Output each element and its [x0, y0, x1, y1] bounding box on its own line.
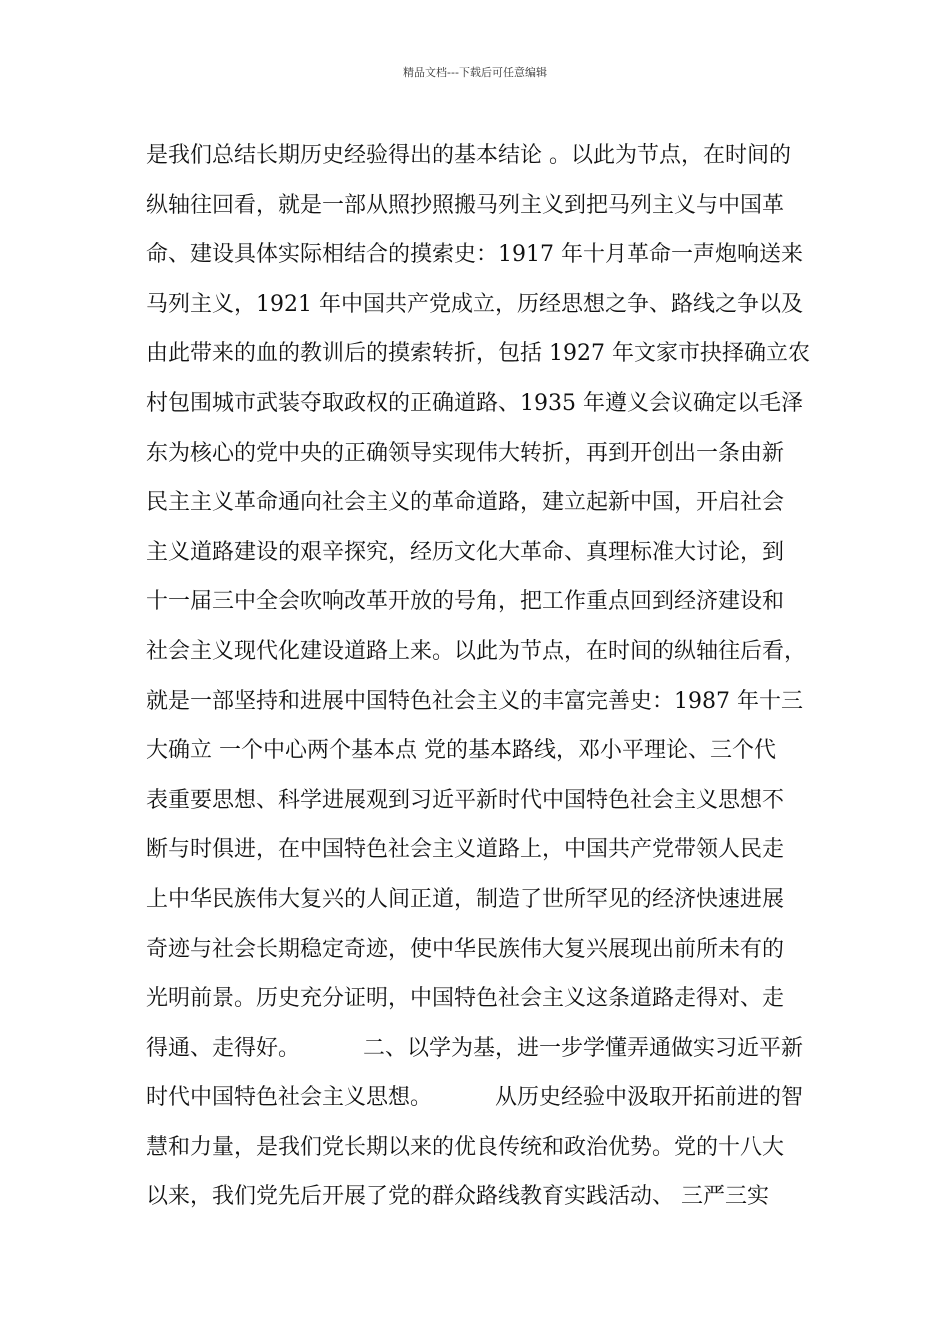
- text-line: 就是一部坚持和进展中国特色社会主义的丰富完善史：1987 年十三: [146, 688, 803, 714]
- text-line: 断与时俱进，在中国特色社会主义道路上，中国共产党带领人民走: [146, 837, 785, 863]
- text-line: 马列主义，1921 年中国共产党成立，历经思想之争、路线之争以及: [146, 291, 803, 317]
- text-line: 村包围城市武装夺取政权的正确道路、1935 年遵义会议确定以毛泽: [146, 390, 803, 416]
- text-line: 东为核心的党中央的正确领导实现伟大转折，再到开创出一条由新: [146, 440, 785, 466]
- text-line: 表重要思想、科学进展观到习近平新时代中国特色社会主义思想不: [146, 787, 785, 813]
- text-line: 民主主义革命通向社会主义的革命道路，建立起新中国，开启社会: [146, 490, 785, 516]
- text-line: 慧和力量，是我们党长期以来的优良传统和政治优势。党的十八大: [146, 1134, 785, 1160]
- text-line: 主义道路建设的艰辛探究，经历文化大革命、真理标准大讨论，到: [146, 539, 785, 565]
- text-line: 奇迹与社会长期稳定奇迹，使中华民族伟大复兴展现出前所未有的: [146, 936, 785, 962]
- text-line: 时代中国特色社会主义思想。 从历史经验中汲取开拓前进的智: [146, 1085, 803, 1111]
- text-line: 是我们总结长期历史经验得出的基本结论 。以此为节点，在时间的: [146, 143, 791, 168]
- text-line: 十一届三中全会吹响改革开放的号角，把工作重点回到经济建设和: [146, 589, 785, 615]
- text-line: 社会主义现代化建设道路上来。以此为节点，在时间的纵轴往后看，: [146, 638, 807, 664]
- document-body: [146, 131, 826, 1222]
- page-header: 精品文档---下载后可任意编辑: [403, 66, 547, 79]
- text-line: 光明前景。历史充分证明，中国特色社会主义这条道路走得对、走: [146, 986, 785, 1012]
- text-line: 由此带来的血的教训后的摸索转折，包括 1927 年文家市抉择确立农: [146, 341, 810, 367]
- text-line: 上中华民族伟大复兴的人间正道，制造了世所罕见的经济快速进展: [146, 886, 785, 912]
- text-line: 大确立 一个中心两个基本点 党的基本路线，邓小平理论、三个代: [146, 738, 776, 764]
- text-line: 命、建设具体实际相结合的摸索史：1917 年十月革命一声炮响送来: [146, 242, 803, 268]
- text-line: 纵轴往回看，就是一部从照抄照搬马列主义到把马列主义与中国革: [146, 192, 785, 218]
- text-line: 得通、走得好。 二、以学为基，进一步学懂弄通做实习近平新: [146, 1035, 803, 1061]
- text-line: 以来，我们党先后开展了党的群众路线教育实践活动、 三严三实: [146, 1184, 769, 1210]
